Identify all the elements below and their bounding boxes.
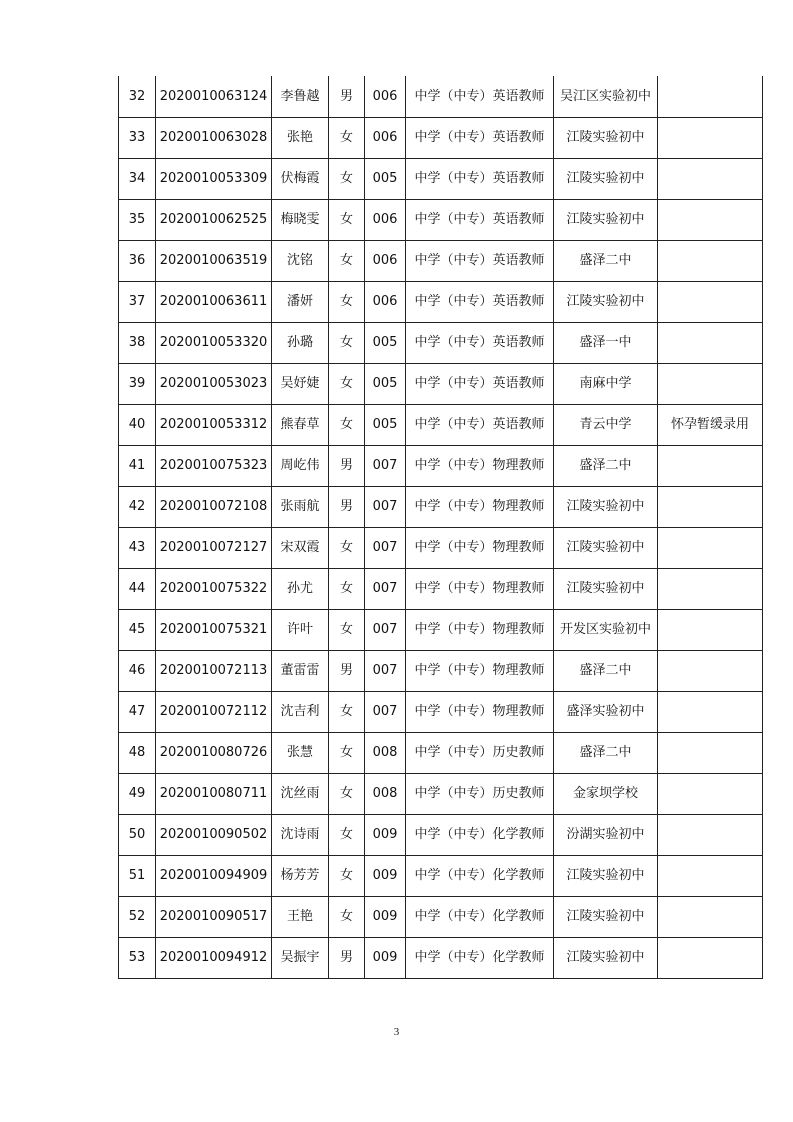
school-cell: 开发区实验初中 <box>554 609 658 650</box>
post-code-cell: 005 <box>365 158 406 199</box>
remark-cell: 怀孕暂缓录用 <box>658 404 763 445</box>
row-index-cell: 36 <box>119 240 156 281</box>
post-code-cell: 009 <box>365 855 406 896</box>
candidate-name-cell: 吴妤婕 <box>272 363 329 404</box>
table-row <box>119 527 763 568</box>
post-title-cell: 中学（中专）英语教师 <box>406 404 554 445</box>
post-code-cell: 009 <box>365 937 406 978</box>
row-index-cell: 49 <box>119 773 156 814</box>
row-index-cell: 32 <box>119 76 156 117</box>
post-title-cell: 中学（中专）物理教师 <box>406 691 554 732</box>
candidate-name-cell: 潘妍 <box>272 281 329 322</box>
ticket-number-cell: 2020010080711 <box>156 773 272 814</box>
candidate-name-cell: 沈诗雨 <box>272 814 329 855</box>
post-title-cell: 中学（中专）英语教师 <box>406 240 554 281</box>
ticket-number-cell: 2020010053309 <box>156 158 272 199</box>
ticket-number-cell: 2020010075321 <box>156 609 272 650</box>
row-index-cell: 34 <box>119 158 156 199</box>
ticket-number-cell: 2020010063028 <box>156 117 272 158</box>
candidate-name-cell: 张慧 <box>272 732 329 773</box>
row-index-cell: 45 <box>119 609 156 650</box>
school-cell: 江陵实验初中 <box>554 527 658 568</box>
remark-cell <box>658 814 763 855</box>
school-cell: 盛泽实验初中 <box>554 691 658 732</box>
remark-cell <box>658 363 763 404</box>
gender-cell: 女 <box>329 814 365 855</box>
row-index-cell: 37 <box>119 281 156 322</box>
candidate-name-cell: 周屹伟 <box>272 445 329 486</box>
school-cell: 江陵实验初中 <box>554 896 658 937</box>
remark-cell <box>658 527 763 568</box>
school-cell: 江陵实验初中 <box>554 486 658 527</box>
post-code-cell: 007 <box>365 568 406 609</box>
table-row <box>119 937 763 978</box>
row-index-cell: 40 <box>119 404 156 445</box>
school-cell: 江陵实验初中 <box>554 281 658 322</box>
row-index-cell: 52 <box>119 896 156 937</box>
gender-cell: 女 <box>329 568 365 609</box>
ticket-number-cell: 2020010063124 <box>156 76 272 117</box>
table-row <box>119 117 763 158</box>
candidate-name-cell: 沈丝雨 <box>272 773 329 814</box>
post-title-cell: 中学（中专）物理教师 <box>406 527 554 568</box>
post-title-cell: 中学（中专）英语教师 <box>406 76 554 117</box>
remark-cell <box>658 76 763 117</box>
school-cell: 江陵实验初中 <box>554 855 658 896</box>
post-title-cell: 中学（中专）英语教师 <box>406 281 554 322</box>
remark-cell <box>658 568 763 609</box>
ticket-number-cell: 2020010090517 <box>156 896 272 937</box>
remark-cell <box>658 773 763 814</box>
gender-cell: 女 <box>329 773 365 814</box>
row-index-cell: 43 <box>119 527 156 568</box>
post-code-cell: 005 <box>365 322 406 363</box>
row-index-cell: 44 <box>119 568 156 609</box>
ticket-number-cell: 2020010053312 <box>156 404 272 445</box>
candidate-name-cell: 沈铭 <box>272 240 329 281</box>
candidate-name-cell: 张艳 <box>272 117 329 158</box>
row-index-cell: 48 <box>119 732 156 773</box>
post-code-cell: 008 <box>365 773 406 814</box>
post-title-cell: 中学（中专）物理教师 <box>406 609 554 650</box>
row-index-cell: 46 <box>119 650 156 691</box>
post-code-cell: 007 <box>365 527 406 568</box>
candidate-name-cell: 吴振宇 <box>272 937 329 978</box>
table-row <box>119 281 763 322</box>
table-row <box>119 855 763 896</box>
post-title-cell: 中学（中专）英语教师 <box>406 363 554 404</box>
table-row <box>119 76 763 117</box>
gender-cell: 女 <box>329 281 365 322</box>
post-title-cell: 中学（中专）历史教师 <box>406 773 554 814</box>
post-code-cell: 009 <box>365 814 406 855</box>
school-cell: 盛泽一中 <box>554 322 658 363</box>
gender-cell: 女 <box>329 855 365 896</box>
table-row <box>119 158 763 199</box>
post-code-cell: 006 <box>365 240 406 281</box>
post-code-cell: 008 <box>365 732 406 773</box>
candidate-name-cell: 熊春草 <box>272 404 329 445</box>
candidate-name-cell: 沈吉利 <box>272 691 329 732</box>
school-cell: 汾湖实验初中 <box>554 814 658 855</box>
ticket-number-cell: 2020010090502 <box>156 814 272 855</box>
gender-cell: 女 <box>329 691 365 732</box>
school-cell: 江陵实验初中 <box>554 568 658 609</box>
gender-cell: 女 <box>329 527 365 568</box>
gender-cell: 男 <box>329 650 365 691</box>
remark-cell <box>658 691 763 732</box>
ticket-number-cell: 2020010080726 <box>156 732 272 773</box>
table-row <box>119 486 763 527</box>
remark-cell <box>658 281 763 322</box>
post-code-cell: 007 <box>365 445 406 486</box>
remark-cell <box>658 486 763 527</box>
post-code-cell: 007 <box>365 691 406 732</box>
candidate-name-cell: 张雨航 <box>272 486 329 527</box>
post-title-cell: 中学（中专）化学教师 <box>406 937 554 978</box>
school-cell: 盛泽二中 <box>554 445 658 486</box>
candidate-name-cell: 王艳 <box>272 896 329 937</box>
remark-cell <box>658 609 763 650</box>
ticket-number-cell: 2020010094909 <box>156 855 272 896</box>
candidate-name-cell: 李鲁越 <box>272 76 329 117</box>
table-row <box>119 240 763 281</box>
table-row <box>119 691 763 732</box>
table-row <box>119 363 763 404</box>
roster-table-body <box>119 76 763 978</box>
school-cell: 青云中学 <box>554 404 658 445</box>
post-code-cell: 007 <box>365 486 406 527</box>
remark-cell <box>658 937 763 978</box>
post-title-cell: 中学（中专）物理教师 <box>406 568 554 609</box>
table-row <box>119 814 763 855</box>
table-row <box>119 568 763 609</box>
remark-cell <box>658 855 763 896</box>
gender-cell: 女 <box>329 322 365 363</box>
row-index-cell: 51 <box>119 855 156 896</box>
candidate-name-cell: 宋双霞 <box>272 527 329 568</box>
candidate-name-cell: 孙尤 <box>272 568 329 609</box>
post-code-cell: 009 <box>365 896 406 937</box>
post-title-cell: 中学（中专）化学教师 <box>406 814 554 855</box>
row-index-cell: 38 <box>119 322 156 363</box>
candidate-name-cell: 伏梅霞 <box>272 158 329 199</box>
school-cell: 江陵实验初中 <box>554 937 658 978</box>
ticket-number-cell: 2020010072113 <box>156 650 272 691</box>
remark-cell <box>658 896 763 937</box>
remark-cell <box>658 322 763 363</box>
post-title-cell: 中学（中专）英语教师 <box>406 158 554 199</box>
ticket-number-cell: 2020010075323 <box>156 445 272 486</box>
remark-cell <box>658 199 763 240</box>
ticket-number-cell: 2020010063611 <box>156 281 272 322</box>
post-title-cell: 中学（中专）物理教师 <box>406 486 554 527</box>
candidate-name-cell: 许叶 <box>272 609 329 650</box>
school-cell: 盛泽二中 <box>554 650 658 691</box>
post-code-cell: 005 <box>365 404 406 445</box>
ticket-number-cell: 2020010072108 <box>156 486 272 527</box>
gender-cell: 女 <box>329 240 365 281</box>
school-cell: 盛泽二中 <box>554 732 658 773</box>
post-code-cell: 007 <box>365 609 406 650</box>
gender-cell: 男 <box>329 445 365 486</box>
ticket-number-cell: 2020010075322 <box>156 568 272 609</box>
table-row <box>119 404 763 445</box>
school-cell: 吴江区实验初中 <box>554 76 658 117</box>
ticket-number-cell: 2020010053320 <box>156 322 272 363</box>
post-title-cell: 中学（中专）化学教师 <box>406 896 554 937</box>
post-title-cell: 中学（中专）物理教师 <box>406 445 554 486</box>
ticket-number-cell: 2020010072127 <box>156 527 272 568</box>
remark-cell <box>658 650 763 691</box>
table-row <box>119 445 763 486</box>
post-title-cell: 中学（中专）化学教师 <box>406 855 554 896</box>
gender-cell: 女 <box>329 896 365 937</box>
remark-cell <box>658 732 763 773</box>
gender-cell: 女 <box>329 609 365 650</box>
ticket-number-cell: 2020010094912 <box>156 937 272 978</box>
remark-cell <box>658 445 763 486</box>
remark-cell <box>658 117 763 158</box>
row-index-cell: 42 <box>119 486 156 527</box>
row-index-cell: 35 <box>119 199 156 240</box>
gender-cell: 女 <box>329 363 365 404</box>
post-title-cell: 中学（中专）英语教师 <box>406 117 554 158</box>
gender-cell: 女 <box>329 404 365 445</box>
table-row <box>119 896 763 937</box>
school-cell: 盛泽二中 <box>554 240 658 281</box>
post-code-cell: 006 <box>365 117 406 158</box>
table-row <box>119 773 763 814</box>
hiring-roster-table <box>118 76 763 979</box>
school-cell: 金家坝学校 <box>554 773 658 814</box>
school-cell: 江陵实验初中 <box>554 117 658 158</box>
candidate-name-cell: 孙璐 <box>272 322 329 363</box>
school-cell: 江陵实验初中 <box>554 199 658 240</box>
table-row <box>119 650 763 691</box>
ticket-number-cell: 2020010063519 <box>156 240 272 281</box>
ticket-number-cell: 2020010072112 <box>156 691 272 732</box>
table-row <box>119 322 763 363</box>
post-title-cell: 中学（中专）英语教师 <box>406 322 554 363</box>
candidate-name-cell: 梅晓雯 <box>272 199 329 240</box>
candidate-name-cell: 杨芳芳 <box>272 855 329 896</box>
post-code-cell: 005 <box>365 363 406 404</box>
gender-cell: 女 <box>329 199 365 240</box>
post-code-cell: 006 <box>365 199 406 240</box>
post-code-cell: 006 <box>365 76 406 117</box>
remark-cell <box>658 240 763 281</box>
gender-cell: 女 <box>329 117 365 158</box>
gender-cell: 女 <box>329 158 365 199</box>
post-title-cell: 中学（中专）历史教师 <box>406 732 554 773</box>
gender-cell: 女 <box>329 732 365 773</box>
candidate-name-cell: 董雷雷 <box>272 650 329 691</box>
gender-cell: 男 <box>329 937 365 978</box>
post-code-cell: 007 <box>365 650 406 691</box>
row-index-cell: 47 <box>119 691 156 732</box>
post-code-cell: 006 <box>365 281 406 322</box>
table-row <box>119 732 763 773</box>
row-index-cell: 41 <box>119 445 156 486</box>
ticket-number-cell: 2020010053023 <box>156 363 272 404</box>
post-title-cell: 中学（中专）物理教师 <box>406 650 554 691</box>
row-index-cell: 39 <box>119 363 156 404</box>
table-row <box>119 609 763 650</box>
gender-cell: 男 <box>329 486 365 527</box>
table-row <box>119 199 763 240</box>
ticket-number-cell: 2020010062525 <box>156 199 272 240</box>
post-title-cell: 中学（中专）英语教师 <box>406 199 554 240</box>
remark-cell <box>658 158 763 199</box>
gender-cell: 男 <box>329 76 365 117</box>
row-index-cell: 53 <box>119 937 156 978</box>
row-index-cell: 50 <box>119 814 156 855</box>
row-index-cell: 33 <box>119 117 156 158</box>
school-cell: 南麻中学 <box>554 363 658 404</box>
school-cell: 江陵实验初中 <box>554 158 658 199</box>
page-number: 3 <box>393 1026 400 1038</box>
